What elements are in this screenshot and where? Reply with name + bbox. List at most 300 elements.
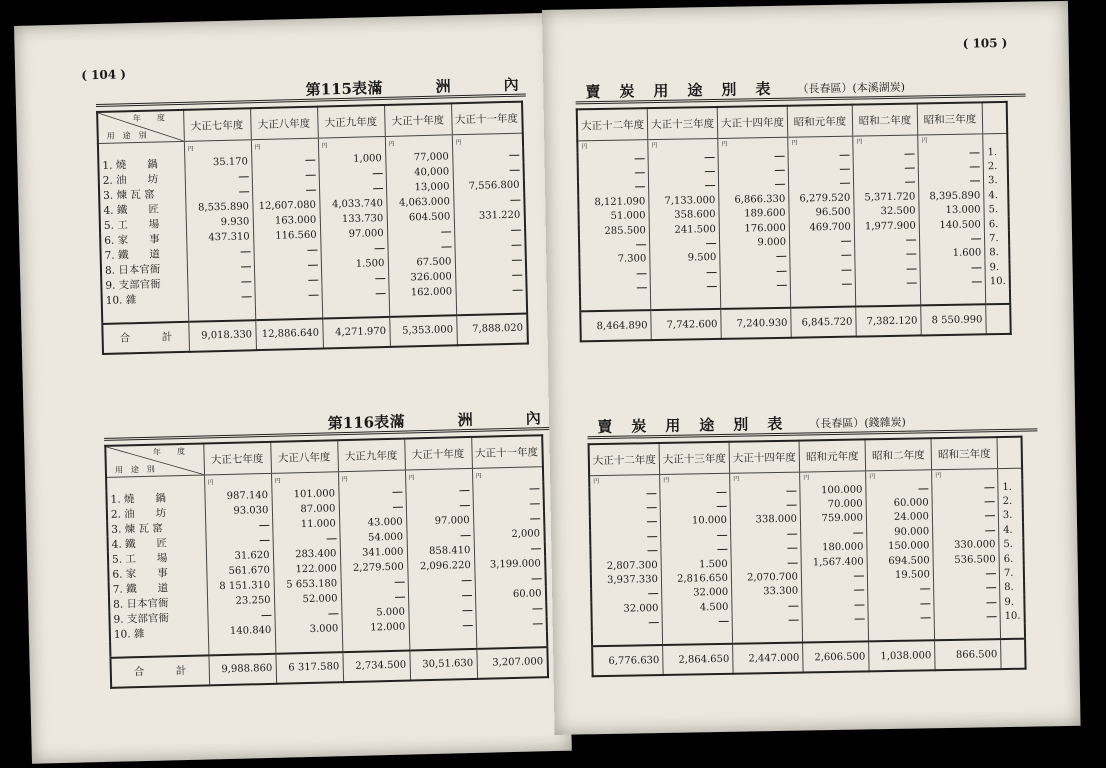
dash-mark: [635, 172, 645, 173]
data-cell: 97.000: [406, 513, 473, 530]
data-cell: [855, 262, 920, 278]
data-cell: [730, 498, 800, 514]
corner-top-label: 年 度: [132, 113, 165, 124]
row-number: 1.: [983, 145, 1008, 160]
data-cell: 12.000: [342, 620, 409, 637]
data-cell: [453, 193, 524, 210]
unit-cell: [318, 136, 385, 153]
table-a-title-bar: [575, 72, 1025, 105]
row-number: 7.: [984, 231, 1009, 246]
column-header: 大正七年度: [183, 108, 251, 141]
data-cell: [455, 253, 526, 270]
row-label: 5. 工 場: [100, 216, 186, 233]
data-cell: 561.670: [206, 563, 273, 580]
data-cell: [320, 241, 387, 258]
total-cell: 2,864.650: [663, 644, 734, 675]
row-number: 6.: [984, 217, 1009, 232]
data-cell: [579, 238, 650, 254]
data-cell: 9.500: [650, 251, 720, 267]
data-cell: [254, 258, 321, 275]
data-cell: [790, 277, 855, 293]
dash-mark: [511, 245, 521, 246]
column-header: 大正十一年度: [451, 102, 522, 135]
spacer-cell: [802, 626, 868, 643]
total-cell: 8,464.890: [580, 310, 651, 341]
data-cell: [205, 533, 272, 550]
data-cell: [661, 542, 731, 558]
data-cell: [255, 288, 322, 305]
data-cell: 97.000: [320, 226, 387, 243]
table-b-subtitle: （長春區）(錢雜炭): [809, 415, 906, 431]
dash-mark: [717, 506, 727, 507]
dash-mark: [840, 183, 850, 184]
row-number: 7.: [999, 566, 1024, 581]
data-cell: 67.500: [388, 255, 455, 272]
data-cell: 338.000: [730, 512, 800, 528]
total-cell: 6,776.630: [592, 645, 663, 676]
spacer-cell: [208, 638, 275, 655]
dash-mark: [647, 550, 657, 551]
data-cell: 60.000: [866, 496, 932, 512]
data-cell: 32.500: [854, 204, 919, 220]
data-cell: 32.000: [591, 601, 662, 617]
data-cell: [406, 498, 473, 515]
dash-mark: [512, 290, 522, 291]
dash-mark: [240, 267, 250, 268]
dash-mark: [375, 293, 385, 294]
spacer-cell: [389, 300, 456, 317]
dash-mark: [854, 575, 864, 576]
row-number: 8.: [1000, 580, 1025, 595]
data-cell: [188, 290, 255, 307]
data-cell: 5,371.720: [854, 190, 919, 206]
column-header: 大正十四年度: [729, 441, 800, 474]
data-cell: 13.000: [919, 203, 984, 219]
data-cell: [718, 163, 788, 179]
data-cell: 858.410: [407, 543, 474, 560]
spacer-cell: [985, 289, 1010, 305]
data-cell: 180.000: [801, 540, 867, 556]
dash-mark: [905, 168, 915, 169]
table-116-block: [104, 405, 561, 689]
data-cell: [732, 599, 802, 615]
total-cell: 7,742.600: [651, 309, 722, 340]
data-cell: 1,567.400: [801, 554, 867, 570]
data-cell: [934, 610, 1000, 626]
dash-mark: [374, 248, 384, 249]
row-label: 6. 家 事: [108, 565, 206, 582]
data-cell: 4.500: [662, 600, 732, 616]
data-cell: [474, 542, 545, 559]
dash-mark: [637, 287, 647, 288]
dash-mark: [986, 573, 996, 574]
table-a-title: 賣 炭 用 途 別 表: [585, 79, 773, 102]
spacer-cell: [409, 633, 476, 650]
total-cell: 866.500: [935, 639, 1002, 670]
row-number-header: [997, 437, 1022, 469]
data-cell: [720, 264, 790, 280]
column-header: 昭和三年度: [931, 437, 998, 470]
dash-mark: [647, 507, 657, 508]
total-cell: 2,734.500: [342, 650, 410, 682]
total-cell: 6 317.580: [275, 652, 343, 684]
data-cell: [187, 275, 254, 292]
data-cell: [454, 223, 525, 240]
data-cell: [801, 526, 867, 542]
data-cell: 60.00: [475, 587, 546, 604]
dash-mark: [841, 255, 851, 256]
data-cell: 2,070.700: [731, 570, 801, 586]
dash-mark: [392, 507, 402, 508]
page-number-right: ( 105 ): [962, 35, 1008, 51]
data-cell: 8,535.890: [185, 200, 252, 217]
data-cell: 150.000: [867, 539, 933, 555]
unit-spacer: [983, 133, 1008, 145]
dash-mark: [777, 285, 787, 286]
data-cell: [577, 151, 648, 167]
row-number: 6.: [999, 552, 1024, 567]
data-cell: [207, 608, 274, 625]
dash-mark: [970, 166, 980, 167]
unit-mark: 円: [388, 140, 395, 148]
data-cell: [476, 617, 547, 634]
dash-mark: [373, 188, 383, 189]
dash-mark: [395, 597, 405, 598]
dash-mark: [328, 614, 338, 615]
dash-mark: [307, 265, 317, 266]
dash-mark: [705, 157, 715, 158]
data-cell: 9.930: [186, 215, 253, 232]
dash-mark: [529, 504, 539, 505]
dash-mark: [854, 604, 864, 605]
row-label: 9. 支部官衙: [109, 610, 207, 627]
row-label: 9. 支部官衙: [101, 276, 187, 293]
dash-mark: [788, 562, 798, 563]
unit-mark: 円: [475, 472, 482, 480]
data-cell: [408, 588, 475, 605]
data-cell: [408, 603, 475, 620]
data-cell: [338, 485, 405, 502]
data-cell: 23.250: [207, 593, 274, 610]
data-cell: 2,279.500: [340, 560, 407, 577]
dash-mark: [305, 160, 315, 161]
dash-mark: [920, 589, 930, 590]
row-number: 5.: [984, 202, 1009, 217]
data-cell: [661, 528, 731, 544]
unit-cell: [271, 472, 338, 489]
unit-mark: 円: [581, 143, 588, 151]
column-header: 大正十二年度: [589, 443, 660, 476]
data-cell: [648, 164, 718, 180]
data-cell: [790, 248, 855, 264]
data-cell: [933, 566, 999, 582]
spacer-cell: [456, 298, 527, 315]
dash-mark: [647, 522, 657, 523]
table-b-title-bar: [587, 406, 1037, 439]
dash-mark: [307, 250, 317, 251]
data-cell: 90.000: [867, 524, 933, 540]
total-cell: 5,353.000: [389, 315, 457, 347]
data-cell: [720, 249, 790, 265]
total-label: 合 計: [102, 322, 189, 354]
unit-cell: [452, 133, 523, 150]
row-label: 4. 鐵 匠: [99, 201, 185, 218]
row-number: 9.: [1000, 595, 1025, 610]
data-cell: [475, 602, 546, 619]
data-cell: [590, 500, 661, 516]
data-cell: 8 151.310: [207, 578, 274, 595]
dash-mark: [308, 295, 318, 296]
corner-top-label: 年 度: [152, 446, 186, 457]
dash-mark: [261, 615, 271, 616]
dash-mark: [462, 625, 472, 626]
total-number-spacer: [1001, 639, 1026, 669]
data-cell: [934, 595, 1000, 611]
row-label: 10. 雜: [110, 625, 208, 642]
dash-mark: [459, 490, 469, 491]
data-cell: 19.500: [867, 568, 933, 584]
spacer-cell: [275, 637, 342, 654]
row-number: 3.: [983, 174, 1008, 189]
row-label: 7. 鐵 道: [109, 580, 207, 597]
column-header: 大正九年度: [337, 439, 405, 472]
column-header: 大正十三年度: [647, 107, 718, 140]
dash-mark: [441, 247, 451, 248]
data-cell: 116.560: [253, 228, 320, 245]
dash-mark: [788, 605, 798, 606]
data-cell: [591, 587, 662, 603]
column-header: 大正九年度: [317, 105, 385, 138]
data-cell: [720, 278, 790, 294]
data-cell: 604.500: [387, 210, 454, 227]
data-cell: 2,000: [473, 527, 544, 544]
total-cell: 2,606.500: [803, 642, 870, 673]
data-cell: [868, 582, 934, 598]
data-cell: 1,000: [318, 151, 385, 168]
data-cell: 87.000: [272, 502, 339, 519]
dash-mark: [842, 284, 852, 285]
dash-mark: [971, 238, 981, 239]
data-cell: [321, 286, 388, 303]
row-label: 3. 煉 瓦 窰: [99, 186, 185, 203]
corner-bottom-label: 用 途 別: [106, 130, 147, 141]
spacer-cell: [662, 629, 732, 646]
unit-mark: 円: [791, 139, 798, 147]
total-cell: 2,447.000: [733, 643, 804, 674]
table-b-title: 賣 炭 用 途 別 表: [597, 414, 785, 437]
corner-label: [106, 445, 203, 477]
data-cell: [920, 260, 985, 276]
data-cell: 3,937.330: [591, 572, 662, 588]
data-cell: 1.500: [321, 256, 388, 273]
unit-mark: 円: [207, 478, 214, 487]
data-cell: [580, 281, 651, 297]
data-cell: [592, 616, 663, 632]
dash-mark: [238, 177, 248, 178]
column-header: 大正十年度: [404, 437, 472, 470]
column-header: 昭和元年度: [799, 439, 866, 472]
data-cell: [252, 183, 319, 200]
unit-mark: 円: [803, 474, 810, 482]
row-number-header: [982, 102, 1007, 134]
data-cell: [321, 271, 388, 288]
data-cell: 2,816.650: [661, 571, 731, 587]
spacer-cell: [920, 289, 985, 306]
unit-mark: 円: [856, 138, 863, 146]
data-cell: 11.000: [272, 517, 339, 534]
dash-mark: [719, 621, 729, 622]
total-number-spacer: [986, 304, 1011, 334]
data-cell: [649, 236, 719, 252]
dash-mark: [636, 244, 646, 245]
row-number: 2.: [998, 494, 1023, 509]
total-cell: 7,240.930: [721, 308, 792, 339]
data-cell: 77,000: [385, 150, 452, 167]
data-cell: [732, 613, 802, 629]
dash-mark: [777, 271, 787, 272]
spacer-cell: [934, 624, 1000, 641]
dash-mark: [986, 602, 996, 603]
corner-label: [98, 111, 183, 143]
data-cell: 31.620: [206, 548, 273, 565]
dash-mark: [853, 532, 863, 533]
spacer-cell: [322, 301, 389, 318]
data-cell: [274, 607, 341, 624]
dash-mark: [441, 232, 451, 233]
row-label: 4. 鐵 匠: [108, 535, 206, 552]
dash-mark: [970, 152, 980, 153]
column-header: 昭和三年度: [917, 102, 983, 135]
corner-bottom-label: 用 途 別: [114, 464, 155, 475]
dash-mark: [530, 549, 540, 550]
dash-mark: [637, 273, 647, 274]
data-cell: [868, 611, 934, 627]
column-header: 昭和元年度: [787, 105, 853, 138]
data-cell: [801, 569, 867, 585]
column-header: 大正十二年度: [577, 108, 648, 141]
total-cell: 9,018.330: [188, 320, 256, 352]
table-a: [576, 101, 1012, 343]
data-cell: [319, 181, 386, 198]
dash-mark: [921, 618, 931, 619]
row-label: 8. 日本官衙: [101, 261, 187, 278]
unit-mark: 円: [408, 474, 415, 482]
dash-mark: [905, 182, 915, 183]
total-cell: 12,886.640: [255, 318, 323, 350]
data-cell: 326.000: [388, 270, 455, 287]
row-number: 10.: [985, 274, 1010, 289]
data-cell: [472, 482, 543, 499]
table-a-subtitle: （長春區）(本溪湖炭): [797, 80, 906, 96]
data-cell: 4,063.000: [386, 195, 453, 212]
column-header: 大正十一年度: [471, 435, 542, 468]
row-number: 5.: [999, 537, 1024, 552]
data-cell: [455, 283, 526, 300]
dash-mark: [707, 272, 717, 273]
dash-mark: [462, 610, 472, 611]
data-cell: [387, 225, 454, 242]
data-cell: 176.000: [719, 221, 789, 237]
data-cell: 437.310: [186, 230, 253, 247]
data-cell: 8,121.090: [578, 194, 649, 210]
dash-mark: [240, 252, 250, 253]
data-cell: 52.000: [274, 592, 341, 609]
spacer-cell: [255, 303, 322, 320]
data-cell: 5 653.180: [274, 577, 341, 594]
data-cell: 1.600: [920, 246, 985, 262]
data-cell: 6,866.330: [719, 192, 789, 208]
page-number-left: ( 104 ): [81, 67, 127, 83]
row-number: 2.: [983, 159, 1008, 174]
data-cell: [802, 612, 868, 628]
data-cell: 1.500: [661, 557, 731, 573]
dash-mark: [985, 516, 995, 517]
unit-mark: 円: [869, 473, 876, 481]
unit-mark: 円: [254, 143, 261, 151]
dash-mark: [986, 588, 996, 589]
data-cell: [853, 161, 918, 177]
table-116: [104, 434, 548, 688]
data-cell: [932, 509, 998, 525]
table-116-title: 滿 洲 內: [389, 409, 543, 431]
data-cell: [788, 162, 853, 178]
total-row: [580, 304, 1010, 341]
dash-mark: [706, 243, 716, 244]
table-115-number: 第115表: [305, 79, 368, 99]
total-cell: 7,888.020: [456, 313, 527, 345]
data-cell: [387, 240, 454, 257]
column-header: 大正八年度: [250, 107, 318, 140]
data-cell: [590, 515, 661, 531]
data-cell: 1,977.900: [854, 218, 919, 234]
spacer-cell: [1000, 624, 1025, 640]
data-cell: [251, 153, 318, 170]
data-cell: 330.000: [933, 538, 999, 554]
unit-cell: [184, 140, 251, 157]
data-cell: 331.220: [454, 208, 525, 225]
data-cell: 162.000: [388, 285, 455, 302]
dash-mark: [775, 184, 785, 185]
unit-cell: [204, 473, 271, 490]
data-cell: [253, 243, 320, 260]
data-cell: [409, 618, 476, 635]
dash-mark: [840, 154, 850, 155]
data-cell: [254, 273, 321, 290]
dash-mark: [972, 282, 982, 283]
dash-mark: [987, 616, 997, 617]
data-cell: 3,199.000: [474, 557, 545, 574]
data-cell: 133.730: [320, 211, 387, 228]
dash-mark: [775, 170, 785, 171]
data-cell: 987.140: [204, 488, 271, 505]
data-cell: [868, 596, 934, 612]
data-cell: [473, 512, 544, 529]
data-cell: [475, 572, 546, 589]
data-cell: 9.000: [719, 235, 789, 251]
dash-mark: [259, 540, 269, 541]
data-cell: [579, 266, 650, 282]
data-cell: 285.500: [579, 223, 650, 239]
dash-mark: [512, 275, 522, 276]
data-cell: [919, 232, 984, 248]
data-cell: 759.000: [800, 511, 866, 527]
data-cell: [408, 573, 475, 590]
data-cell: 241.500: [649, 222, 719, 238]
data-cell: 24.000: [866, 510, 932, 526]
data-cell: 140.840: [208, 623, 275, 640]
unit-mark: 円: [721, 140, 728, 148]
spacer-cell: [720, 293, 790, 310]
